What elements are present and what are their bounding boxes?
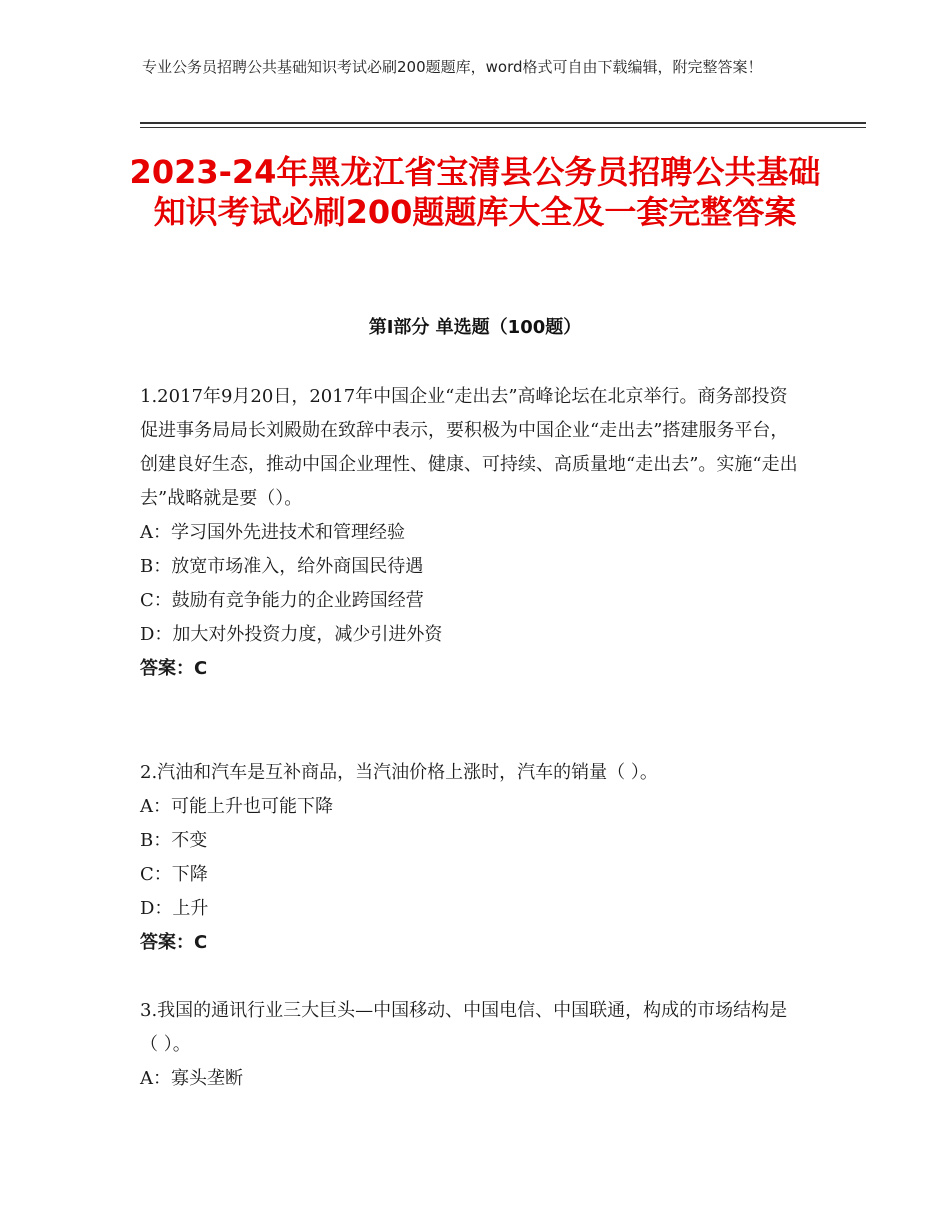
- option-d: D：加大对外投资力度，减少引进外资: [140, 624, 443, 645]
- question-stem: 3.我国的通讯行业三大巨头—中国移动、中国电信、中国联通，构成的市场结构是（ ）。: [140, 1000, 788, 1055]
- header-rule-thin: [140, 127, 866, 128]
- question-3: [140, 994, 800, 1096]
- document-title: 2023-24年黑龙江省宝清县公务员招聘公共基础知识考试必刷200题题库大全及一套完整答案: [129, 153, 821, 231]
- answer: 答案：C: [140, 658, 208, 679]
- header-note: 专业公务员招聘公共基础知识考试必刷200题题库，word格式可自由下载编辑，附完整答案！: [142, 58, 763, 76]
- option-c: C：鼓励有竞争能力的企业跨国经营: [140, 590, 424, 611]
- option-a: A：学习国外先进技术和管理经验: [140, 522, 405, 543]
- header-rule-thick: [140, 122, 866, 124]
- option-d: D：上升: [140, 898, 209, 919]
- answer: 答案：C: [140, 932, 208, 953]
- question-2: [140, 756, 800, 960]
- option-a: A：寡头垄断: [140, 1068, 243, 1089]
- option-b: B：不变: [140, 830, 208, 851]
- question-stem: 2.汽油和汽车是互补商品，当汽油价格上涨时，汽车的销量（ ）。: [140, 762, 658, 783]
- option-a: A：可能上升也可能下降: [140, 796, 333, 817]
- question-1: [140, 380, 800, 686]
- question-stem: 1.2017年9月20日，2017年中国企业“走出去”高峰论坛在北京举行。商务部投资促进事务局局长刘殿勋在致辞中表示，要积极为中国企业“走出去”搭建服务平台，创建良好生态，推动中国企业理性、健康、可持续、高质量地“走出去”。实施“走出去”战略就是要（）。: [140, 386, 798, 509]
- option-c: C：下降: [140, 864, 208, 885]
- section-heading: 第Ⅰ部分 单选题（100题）: [368, 317, 582, 338]
- option-b: B：放宽市场准入，给外商国民待遇: [140, 556, 424, 577]
